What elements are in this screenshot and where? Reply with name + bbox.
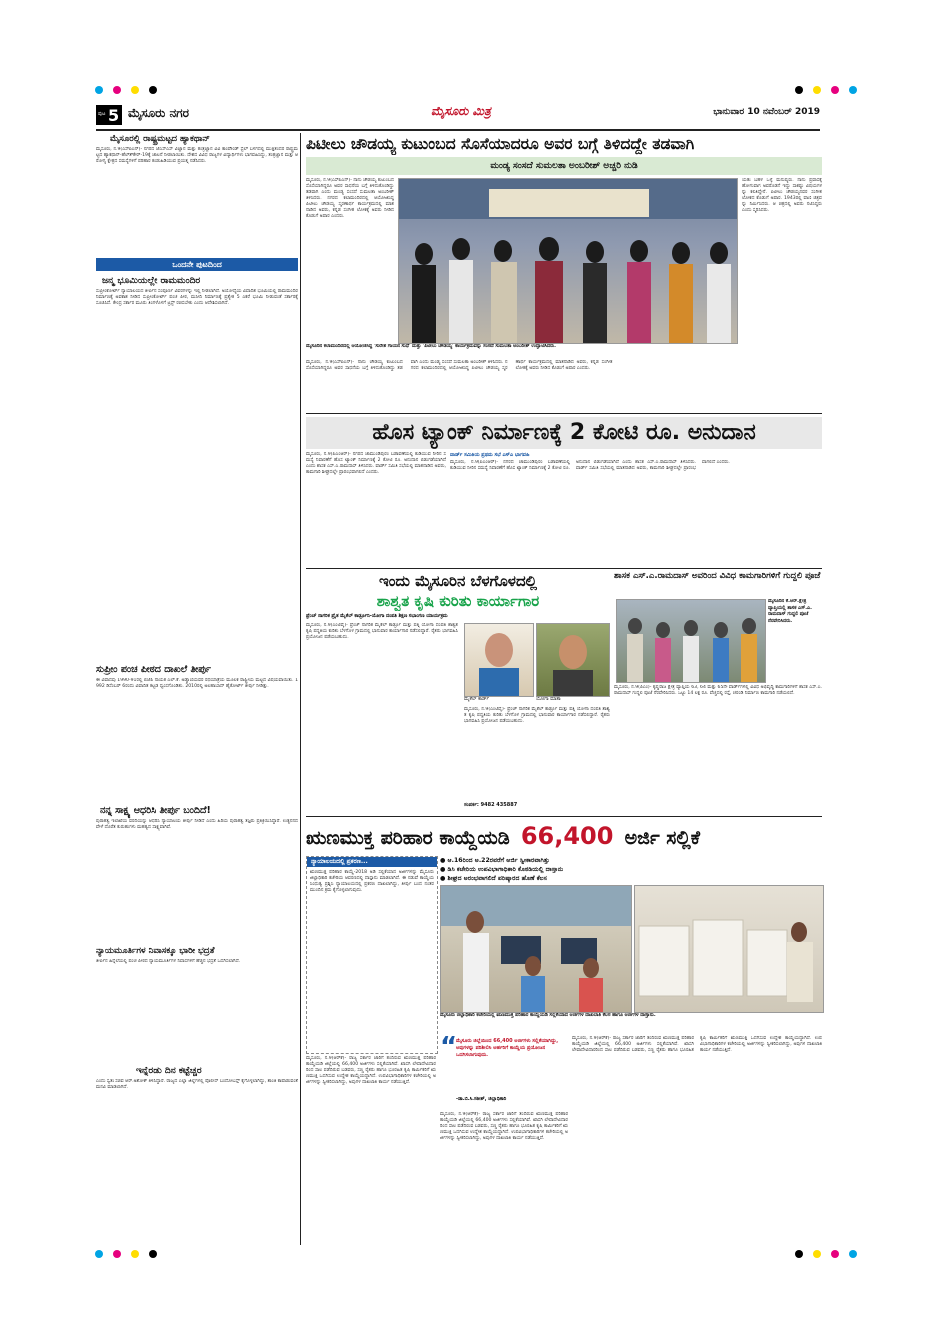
story-body: ತೀರ್ಪಿನ ಹಿನ್ನೆಲೆಯಲ್ಲಿ ಪಂಚ ಪೀಠದ ನ್ಯಾಯಮೂರ್ತಿಗಳ ನಿವಾಸಗಳಿಗೆ ಹೆಚ್ಚಿನ ಭದ್ರತೆ ಒದಗಿಸಲಾಗಿದೆ. [96, 959, 241, 964]
lead-photo-caption: ಮೈಸೂರಿನ ಕಲಾಮಂದಿರದಲ್ಲಿ ಆಯೋಜಿಸಿದ್ದ 'ಸುರೇಶ ಗಾಯನ ಸುಧೆ' ಮತ್ತು 'ಪಿಟೀಲು ಚೌಡಯ್ಯ' ಕಾರ್ಯಕ್ರಮವನ್ನು ಸಂಸದೆ ಸುಮಲತಾ ಅಂಬರೀಶ್ ಉದ್ಘಾಟಿಸಿದರು. [306, 344, 556, 349]
registration-dot-black [149, 1250, 157, 1258]
man-portrait-icon [465, 624, 533, 696]
story-body: ಮೈಸೂರು, ನ.9(ಎಸ್‍ಪಿಎನ್)- ನಗರದ ಜೆಎಸ್‍ಎಸ್ ವಿಜ್ಞಾನ ಮತ್ತು ತಂತ್ರಜ್ಞಾನ ವಿವಿ ಕಾಂಪೌಂಡ್ ಸ್ಟೆಲ್ ಬಳಗದಲ್ಲಿ ಮುಕ್ತಿತಂದರ ರಾಷ್ಟ್ರಮಟ್ಟದ ಹ್ಯಾಕಥಾನ್-ಹೆಲ್ತ್‍ಕೇರ್-19ಕ್ಕೆ ಚಾಲನೆ ನೀಡಲಾಯಿತು. ದೇಶದ ವಿವಿಧ ರಾಜ್ಯಗಳ ವಿದ್ಯಾರ್ಥಿಗಳು ಭಾಗವಹಿಸಿದ್ದು, ತಂತ್ರಜ್ಞಾನ ಮತ್ತು ಆರೋಗ್ಯ ಕ್ಷೇತ್ರದ ಸಮಸ್ಯೆಗಳಿಗೆ ಪರಿಹಾರ ಕಂಡುಹಿಡಿಯುವ ಪ್ರಯತ್ನ ನಡೆಸಿದರು. [96, 147, 298, 164]
office-workers [441, 886, 631, 1012]
tank-body: ಮೈಸೂರು, ನ.9(ಪಿಎಂಆರ್)- ನಗರದ ಚಾಮುಂಡಿಪುರಂ ಬಡಾವಣೆಯಲ್ಲಿ ಕುಡಿಯುವ ನೀರಿನ ಸಮಸ್ಯೆ ನಿವಾರಣೆಗೆ ಹೊಸ ಟ್ಯಾಂಕ್ ನಿರ್ಮಾಣಕ್ಕೆ 2 ಕೋಟಿ ರೂ. ಅನುದಾನ ಬಿಡುಗಡೆಯಾಗಿದೆ ಎಂದು ಶಾಸಕ ಎಸ್.ಎ.ರಾಮದಾಸ್ ತಿಳಿಸಿದರು. ವಾರ್ಡ್ ಸಮಿತಿ ಸಭೆಯಲ್ಲಿ ಮಾತನಾಡಿದ ಅವರು, ಕಾಮಗಾರಿ ಶೀಘ್ರದಲ್ಲೇ ಪ್ರಾರಂಭವಾಗಲಿದೆ ಎಂದರು. [306, 452, 446, 475]
registration-dot-cyan [849, 1250, 857, 1258]
story-title: ನನ್ನ ಸಾಕ್ಷ್ಯ ಆಧರಿಸಿ ತೀರ್ಪು ಬಂದಿದೆ! [100, 805, 211, 816]
masthead-logo: ಮೈಸೂರು ಮಿತ್ರ [431, 104, 491, 118]
column-rule [300, 133, 301, 1245]
lead-headline: ಪಿಟೀಲು ಚೌಡಯ್ಯ ಕುಟುಂಬದ ಸೊಸೆಯಾದರೂ ಅವರ ಬಗ್ಗೆ ತಿಳಿದದ್ದೇ ತಡವಾಗಿ [306, 135, 695, 153]
loan-bullets [440, 856, 822, 883]
story-body: ಈ ವಿವಾದವು 1990-91ರಲ್ಲಿ ಬಿಜೆಪಿ ನಾಯಕ ಎಲ್.ಕೆ. ಅಡ್ವಾಣಿಯವರ ರಥಯಾತ್ರೆಯ ಮೂಲಕ ರಾಷ್ಟ್ರೀಯ ಮಟ್ಟದ ವಿಷಯವಾಯಿತು. 1992 ಡಿಸೆಂಬರ್ 6ರಂದು ವಿವಾದಿತ ಕಟ್ಟಡ ಧ್ವಂಸಗೊಂಡಿತು. 2010ರಲ್ಲಿ ಅಲಹಾಬಾದ್ ಹೈಕೋರ್ಟ್ ತೀರ್ಪು ನೀಡಿತ್ತು. [96, 678, 298, 689]
quote-mark-icon: “ [440, 1032, 458, 1062]
section-banner [96, 258, 298, 271]
registration-dot-magenta [113, 86, 121, 94]
workshop-body: ಮೈಸೂರು, ನ.9(ಎಂಟಿವೈ)- ಫ್ರೆಂಚ್ ನಾಗರಿಕ ಮೈಕೆಲ್ ಕಾರ್ಡ್ರೂ ಮತ್ತು ಪತ್ನಿ ಯೋಗಾ ದಂಪತಿ ಶಾಶ್ವತ ಕೃಷಿ ಪದ್ಧತಿಯ ಕುರಿತು ಬೆಳಗೊಳ ಗ್ರಾಮದಲ್ಲಿ ಭಾನುವಾರ ಕಾರ್ಯಾಗಾರ ನಡೆಸಲಿದ್ದಾರೆ. ರೈತರು ಭಾಗವಹಿಸಿ ಪ್ರಯೋಜನ ಪಡೆಯಬಹುದು. [306, 623, 458, 640]
lead-event-photo [398, 178, 738, 344]
workshop-headline-2: ಶಾಶ್ವತ ಕೃಷಿ ಕುರಿತು ಕಾರ್ಯಾಗಾರ [376, 592, 540, 610]
page-number-box [96, 105, 122, 125]
lead-subhead: ಮಂಡ್ಯ ಸಂಸದೆ ಸುಮಲತಾ ಅಂಬರೀಶ್ ಅಚ್ಚರಿ ನುಡಿ [306, 157, 822, 175]
page-header [96, 102, 820, 128]
registration-dot-cyan [95, 1250, 103, 1258]
lead-photo-people [399, 179, 737, 343]
loan-body-2: ಮೈಸೂರು, ನ.9(ಆರ್‌ಕೆ)- ರಾಜ್ಯ ಸರ್ಕಾರ ಜಾರಿಗೆ ತಂದಿರುವ ಋಣಮುಕ್ತ ಪರಿಹಾರ ಕಾಯ್ದೆಯಡಿ ಜಿಲ್ಲೆಯಲ್ಲಿ 66,400 ಅರ್ಜಿಗಳು ಸಲ್ಲಿಕೆಯಾಗಿವೆ. ಖಾಸಗಿ ಲೇವಾದೇವಿದಾರರಿಂದ ಸಾಲ ಪಡೆದಿರುವ ಬಡವರು, ಸಣ್ಣ ರೈತರು ಹಾಗೂ ಭೂರಹಿತ ಕೃಷಿ ಕಾರ್ಮಿಕರಿಗೆ ಋಣಮುಕ್ತಿ ಒದಗಿಸುವ ಉದ್ದೇಶ ಕಾಯ್ದೆಯದ್ದಾಗಿದೆ. ಉಪವಿಭಾಗಾಧಿಕಾರಿಗಳ ಕಚೇರಿಯಲ್ಲಿ ಅರ್ಜಿಗಳನ್ನು ಸ್ವೀಕರಿಸಲಾಗಿದ್ದು, ಅವುಗಳ ದಾಖಲಾತಿ ಕಾರ್ಯ ನಡೆಯುತ್ತಿದೆ. [440, 1112, 568, 1141]
section-rule [306, 816, 822, 817]
ramdas-photo [616, 599, 766, 683]
workshop-box [306, 571, 610, 813]
ramdas-box [614, 571, 822, 813]
workshop-kicker: ಫ್ರೆಂಚ್‌ ನಾಗರಿಕ ಪ್ರೈತ ಮೈಕೆಲ್ ಕಾರ್ಡ್ರೂನಿ-ಯೋಗಾ ದಂಪತಿ ಶಿಕ್ಷಣ ಸಭಾಂಗಣ ಯಾರ್ಯಕ್ರಮ [306, 614, 448, 619]
woman-photo [536, 623, 610, 697]
ramdas-body: ಮೈಸೂರು, ನ.9(ಪಿಎಂ)- ಕೃಷ್ಣರಾಜ ಕ್ಷೇತ್ರ ವ್ಯಾಪ್ತಿಯ 63, 64 ಮತ್ತು 65ನೇ ವಾರ್ಡ್‌ಗಳಲ್ಲಿ ವಿವಿಧ ಅಭಿವೃದ್ಧಿ ಕಾಮಗಾರಿಗಳಿಗೆ ಶಾಸಕ ಎಸ್.ಎ.ರಾಮದಾಸ್ ಗುದ್ದಲಿ ಪೂಜೆ ನೆರವೇರಿಸಿದರು. ಒಟ್ಟು 14 ಲಕ್ಷ ರೂ. ವೆಚ್ಚದಲ್ಲಿ ರಸ್ತೆ, ಚರಂಡಿ ನಿರ್ಮಾಣ ಕಾಮಗಾರಿ ನಡೆಯಲಿದೆ. [614, 685, 822, 696]
loan-body: ಮೈಸೂರು, ನ.9(ಆರ್‌ಕೆ)- ರಾಜ್ಯ ಸರ್ಕಾರ ಜಾರಿಗೆ ತಂದಿರುವ ಋಣಮುಕ್ತ ಪರಿಹಾರ ಕಾಯ್ದೆಯಡಿ ಜಿಲ್ಲೆಯಲ್ಲಿ 66,400 ಅರ್ಜಿಗಳು ಸಲ್ಲಿಕೆಯಾಗಿವೆ. ಖಾಸಗಿ ಲೇವಾದೇವಿದಾರರಿಂದ ಸಾಲ ಪಡೆದಿರುವ ಬಡವರು, ಸಣ್ಣ ರೈತರು ಹಾಗೂ ಭೂರಹಿತ ಕೃಷಿ ಕಾರ್ಮಿಕರಿಗೆ ಋಣಮುಕ್ತಿ ಒದಗಿಸುವ ಉದ್ದೇಶ ಕಾಯ್ದೆಯದ್ದಾಗಿದೆ. ಉಪವಿಭಾಗಾಧಿಕಾರಿಗಳ ಕಚೇರಿಯಲ್ಲಿ ಅರ್ಜಿಗಳನ್ನು ಸ್ವೀಕರಿಸಲಾಗಿದ್ದು, ಅವುಗಳ ದಾಖಲಾತಿ ಕಾರ್ಯ ನಡೆಯುತ್ತಿದೆ. [306, 1056, 436, 1085]
registration-dot-magenta [831, 1250, 839, 1258]
loan-headline-left: ಋಣಮುಕ್ತ ಪರಿಹಾರ ಕಾಯ್ದೆಯಡಿ [306, 827, 510, 849]
loan-headline-number: 66,400 [520, 822, 614, 850]
story-title: ನ್ಯಾಯಮೂರ್ತಿಗಳ ನಿವಾಸಕ್ಕೂ ಭಾರೀ ಭದ್ರತೆ [96, 946, 215, 956]
story-title: ಇನ್ನೆರಡು ದಿನ ಕಟ್ಟೆಚ್ಚರ [136, 1066, 202, 1076]
registration-dot-black [795, 86, 803, 94]
story-body: ಪುರಾತತ್ವ ಇಲಾಖೆಯ ವರದಿಯನ್ನು ಆಧರಿಸಿ ನ್ಯಾಯಾಲಯ ತೀರ್ಪು ನೀಡಿದೆ ಎಂದು ಹಿರಿಯ ಪುರಾತತ್ವ ತಜ್ಞರು ಪ್ರತಿಕ್ರಿಯಿಸಿದ್ದಾರೆ. ಉತ್ಖನನದ ವೇಳೆ ದೊರೆತ ಕುರುಹುಗಳು ಮಹತ್ವದ ಸಾಕ್ಷ್ಯವಾಗಿವೆ. [96, 819, 298, 830]
story-title: ಮೈಸೂರಲ್ಲಿ ರಾಷ್ಟ್ರಮಟ್ಟದ ಹ್ಯಾಕಥಾನ್ [110, 134, 210, 144]
registration-dot-cyan [849, 86, 857, 94]
page-label: ಪುಟ [98, 111, 106, 117]
court-box-label: ನ್ಯಾಯಾಲಯದಲ್ಲಿ ಪ್ರಕರಣ... [307, 857, 437, 867]
ramdas-caption: ಮೈಸೂರಿನ ಕೆ.ಆರ್.ಕ್ಷೇತ್ರ ವ್ಯಾಪ್ತಿಯಲ್ಲಿ ಶಾಸಕ ಎಸ್.ಎ. ರಾಮದಾಸ್ ಗುದ್ದಲಿ ಪೂಜೆ ನೆರವೇರಿಸಿದರು. [768, 599, 812, 624]
story-title: ಸುಪ್ರೀಂ ಪಂಚ ಪೀಠದ ದಾಖಲೆ ತೀರ್ಪು [96, 664, 211, 675]
banner-label: ಒಂದನೇ ಪುಟದಿಂದ [172, 260, 222, 269]
loan-photo-caption: ಮೈಸೂರು ಜಿಲ್ಲಾಧಿಕಾರಿ ಕಚೇರಿಯಲ್ಲಿ ಋಣಮುಕ್ತ ಪರಿಹಾರ ಕಾಯ್ದೆಯಡಿ ಸಲ್ಲಿಕೆಯಾದ ಅರ್ಜಿಗಳ ದಾಖಲಾತಿ ಕೆಲಸ ಹಾಗೂ ಅರ್ಜಿಗಳ ದಾಸ್ತಾನು. [440, 1013, 656, 1018]
court-box-body: ಋಣಮುಕ್ತ ಪರಿಹಾರ ಕಾಯ್ದೆ-2018 ಅಡಿ ಸಲ್ಲಿಕೆಯಾದ ಅರ್ಜಿಗಳನ್ನು ಮೈಸೂರು ಜಿಲ್ಲಾಧಿಕಾರಿ ಕಚೇರಿಯ ಆವರಣದಲ್ಲಿ ದಾಸ್ತಾನು ಮಾಡಲಾಗಿದೆ. ಈ ನಡುವೆ ಕಾಯ್ದೆಯ ಸಿಂಧುತ್ವ ಪ್ರಶ್ನಿಸಿ ನ್ಯಾಯಾಲಯದಲ್ಲಿ ಪ್ರಕರಣ ದಾಖಲಾಗಿದ್ದು, ತೀರ್ಪು ಬಂದ ನಂತರ ಮುಂದಿನ ಕ್ರಮ ಕೈಗೊಳ್ಳಲಾಗುವುದು. [310, 870, 434, 893]
photo-caption: ಯೋಗಾ ಮಾತಾ [536, 697, 561, 702]
bullet-item: ● ಶೀಘ್ರದ ಅರಂಭವಾಗಲಿದೆ ಪರಿಷ್ಕಾರದ ಹೊಣೆ ಕೆಲಸ [440, 875, 547, 882]
workshop-body-2: ಮೈಸೂರು, ನ.9(ಎಂಟಿವೈ)- ಫ್ರೆಂಚ್ ನಾಗರಿಕ ಮೈಕೆಲ್ ಕಾರ್ಡ್ರೂ ಮತ್ತು ಪತ್ನಿ ಯೋಗಾ ದಂಪತಿ ಶಾಶ್ವತ ಕೃಷಿ ಪದ್ಧತಿಯ ಕುರಿತು ಬೆಳಗೊಳ ಗ್ರಾಮದಲ್ಲಿ ಭಾನುವಾರ ಕಾರ್ಯಾಗಾರ ನಡೆಸಲಿದ್ದಾರೆ. ರೈತರು ಭಾಗವಹಿಸಿ ಪ್ರಯೋಜನ ಪಡೆಯಬಹುದು. [464, 707, 610, 724]
tank-subhead: ವಾರ್ಡ್ ಸಮಿತಿಯ ಪ್ರಥಮ ಸಭೆ ಎಸ್‍ಎ ಭಾಗವಹಿ [450, 452, 530, 458]
photo-caption: ಮೈಕೆಲ್ ಕಾರ್ಡ್ [464, 697, 490, 702]
storage-photo [634, 885, 824, 1013]
quote-attribution: -ಡಾ.ಬಿ.ಸಿ.ಸತೀಶ್, ಜಿಲ್ಲಾಧಿಕಾರಿ [456, 1097, 507, 1102]
story-title: ಜನ್ಮ ಭೂಮಿಯಲ್ಲೇ ರಾಮಮಂದಿರ [102, 276, 201, 286]
stacked-applications [635, 886, 823, 1012]
ramdas-headline: ಶಾಸಕ ಎಸ್.ಎ.ರಾಮದಾಸ್ ಅವರಿಂದ ವಿವಿಧ ಕಾಮಗಾರಿಗಳಿಗೆ ಗುದ್ದಲಿ ಪೂಜೆ [614, 571, 821, 581]
page-number: 5 [108, 106, 120, 125]
lead-body-right: ಯತಃ ಬಹಳ ಒಳ್ಳೆ ಮನುಷ್ಯರು. ನಾನು ಪ್ರವಾಸಕ್ಕೆ ಹೋಗುವಾಗ ಅವರೊಡನೆ ಇದ್ದು ಸಾಕಷ್ಟು ವಿಷಯಗಳನ್ನು ಕಲಿತಿದ್ದೇನೆ. ಪಿಟೀಲು ಚೌಡಯ್ಯನವರ ಸಂಗೀತ ಲೋಕದ ಕೊಡುಗೆ ಅಪಾರ. 1943ರಲ್ಲಿ ವಾಣಿ ಚಿತ್ರವನ್ನು ನಿರ್ಮಿಸಿದರು. ಆ ಚಿತ್ರದಲ್ಲಿ ಅವರು ನಟಿಸಿದ್ದರು ಎಂದು ಸ್ಮರಿಸಿದರು. [742, 178, 822, 213]
workshop-headline-1: ಇಂದು ಮೈಸೂರಿನ ಬೆಳಗೊಳದಲ್ಲಿ [379, 572, 537, 590]
section-name: ಮೈಸೂರು ನಗರ [128, 106, 190, 120]
loan-body-3: ಮೈಸೂರು, ನ.9(ಆರ್‌ಕೆ)- ರಾಜ್ಯ ಸರ್ಕಾರ ಜಾರಿಗೆ ತಂದಿರುವ ಋಣಮುಕ್ತ ಪರಿಹಾರ ಕಾಯ್ದೆಯಡಿ ಜಿಲ್ಲೆಯಲ್ಲಿ 66,400 ಅರ್ಜಿಗಳು ಸಲ್ಲಿಕೆಯಾಗಿವೆ. ಖಾಸಗಿ ಲೇವಾದೇವಿದಾರರಿಂದ ಸಾಲ ಪಡೆದಿರುವ ಬಡವರು, ಸಣ್ಣ ರೈತರು ಹಾಗೂ ಭೂರಹಿತ ಕೃಷಿ ಕಾರ್ಮಿಕರಿಗೆ ಋಣಮುಕ್ತಿ ಒದಗಿಸುವ ಉದ್ದೇಶ ಕಾಯ್ದೆಯದ್ದಾಗಿದೆ. ಉಪವಿಭಾಗಾಧಿಕಾರಿಗಳ ಕಚೇರಿಯಲ್ಲಿ ಅರ್ಜಿಗಳನ್ನು ಸ್ವೀಕರಿಸಲಾಗಿದ್ದು, ಅವುಗಳ ದಾಖಲಾತಿ ಕಾರ್ಯ ನಡೆಯುತ್ತಿದೆ. [572, 1036, 822, 1053]
tank-headline: ಹೊಸ ಟ್ಯಾಂಕ್ ನಿರ್ಮಾಣಕ್ಕೆ 2 ಕೋಟಿ ರೂ. ಅನುದಾನ [306, 417, 822, 449]
bullet-item: ● ಆ.16ರಿಂದ ಅ.22ರವರೆಗೆ ಅರ್ಜಿ ಸ್ವೀಕಾರವಾಗಿತ್ತು [440, 857, 550, 864]
lead-body-left: ಮೈಸೂರು, ನ.9(ಎಸ್‍ಪಿಎನ್)- ನಾನು ಚೌಡಯ್ಯ ಕುಟುಂಬದ ಸೊಸೆಯಾಗಿದ್ದರೂ ಅವರ ಸಾಧನೆಯ ಬಗ್ಗೆ ತಿಳಿದುಕೊಂಡಿದ್ದು ತಡವಾಗಿ ಎಂದು ಮಂಡ್ಯ ಸಂಸದೆ ಸುಮಲತಾ ಅಂಬರೀಶ್ ತಿಳಿಸಿದರು. ನಗರದ ಕಲಾಮಂದಿರದಲ್ಲಿ ಆಯೋಜಿಸಿದ್ದ ಪಿಟೀಲು ಚೌಡಯ್ಯ ಸ್ಮರಣಾರ್ಥ ಕಾರ್ಯಕ್ರಮದಲ್ಲಿ ಮಾತನಾಡಿದ ಅವರು, ಕನ್ನಡ ಸಂಗೀತ ಲೋಕಕ್ಕೆ ಅವರು ನೀಡಿದ ಕೊಡುಗೆ ಅಪಾರ ಎಂದರು. [306, 178, 394, 219]
ceremony-crowd [617, 600, 765, 682]
court-box [306, 856, 438, 1054]
registration-dot-yellow [813, 1250, 821, 1258]
story-body: ಎಂದು ಸ್ವತಃ ಸಚಿವ ಆರ್.ಅಶೋಕ್ ತಿಳಿಸಿದ್ದಾರೆ. ರಾಜ್ಯದ ಎಲ್ಲಾ ಜಿಲ್ಲೆಗಳಲ್ಲಿ ಪೊಲೀಸ್ ಬಂದೋಬಸ್ತ್ ಕೈಗೊಳ್ಳಲಾಗಿದ್ದು, ಶಾಂತಿ ಕಾಪಾಡುವಂತೆ ಮನವಿ ಮಾಡಲಾಗಿದೆ. [96, 1079, 298, 1090]
bullet-item: ● ಡಿಸಿ ಕಚೇರಿಯ ಉಪವಿಭಾಗಾಧಿಕಾರಿ ಕೊಠಡಿಯಲ್ಲಿ ದಾಸ್ತಾನು [440, 866, 564, 873]
registration-dot-magenta [113, 1250, 121, 1258]
quote-text: ಮೈಸೂರು ಜಿಲ್ಲೆಯಿಂದ 66,400 ಅರ್ಜಿಗಳು ಸಲ್ಲಿಕೆಯಾಗಿದ್ದು, ಅವುಗಳನ್ನು ಪರಿಶೀಲಿಸಿ ಅರ್ಹರಿಗೆ ಕಾಯ್ದೆಯ ಪ್ರಯೋಜನ ಒದಗಿಸಲಾಗುವುದು. [456, 1038, 559, 1058]
header-rule [96, 129, 820, 131]
registration-dot-magenta [831, 86, 839, 94]
section-rule [306, 413, 822, 414]
loan-headline-right: ಅರ್ಜಿ ಸಲ್ಲಿಕೆ [624, 827, 701, 849]
issue-date: ಭಾನುವಾರ 10 ನವೆಂಬರ್ 2019 [713, 107, 820, 117]
lead-body-bottom: ಮೈಸೂರು, ನ.9(ಎಸ್‍ಪಿಎನ್)- ನಾನು ಚೌಡಯ್ಯ ಕುಟುಂಬದ ಸೊಸೆಯಾಗಿದ್ದರೂ ಅವರ ಸಾಧನೆಯ ಬಗ್ಗೆ ತಿಳಿದುಕೊಂಡಿದ್ದು ತಡವಾಗಿ ಎಂದು ಮಂಡ್ಯ ಸಂಸದೆ ಸುಮಲತಾ ಅಂಬರೀಶ್ ತಿಳಿಸಿದರು. ನಗರದ ಕಲಾಮಂದಿರದಲ್ಲಿ ಆಯೋಜಿಸಿದ್ದ ಪಿಟೀಲು ಚೌಡಯ್ಯ ಸ್ಮರಣಾರ್ಥ ಕಾರ್ಯಕ್ರಮದಲ್ಲಿ ಮಾತನಾಡಿದ ಅವರು, ಕನ್ನಡ ಸಂಗೀತ ಲೋಕಕ್ಕೆ ಅವರು ನೀಡಿದ ಕೊಡುಗೆ ಅಪಾರ ಎಂದರು. [306, 360, 613, 371]
registration-dot-cyan [95, 86, 103, 94]
story-body: ಸುಪ್ರೀಂಕೋರ್ಟ್ ನ್ಯಾಯಾಲಯದ ತೀರ್ಪಿನ ಸಂಪೂರ್ಣ ವಿವರಗಳನ್ನು ಇಲ್ಲಿ ನೀಡಲಾಗಿದೆ. ಅಯೋಧ್ಯೆಯ ವಿವಾದಿತ ಭೂಮಿಯಲ್ಲಿ ರಾಮಮಂದಿರ ನಿರ್ಮಾಣಕ್ಕೆ ಅವಕಾಶ ನೀಡಿದ ಸುಪ್ರೀಂಕೋರ್ಟ್ ಪಂಚ ಪೀಠ, ಮಸೀದಿ ನಿರ್ಮಾಣಕ್ಕೆ ಪ್ರತ್ಯೇಕ 5 ಎಕರೆ ಭೂಮಿ ನೀಡುವಂತೆ ಸರ್ಕಾರಕ್ಕೆ ಸೂಚಿಸಿದೆ. ಕೇಂದ್ರ ಸರ್ಕಾರ ಮೂರು ತಿಂಗಳೊಳಗೆ ಟ್ರಸ್ಟ್ ರಚಿಸಬೇಕು ಎಂದು ಆದೇಶಿಸಲಾಗಿದೆ. [96, 289, 298, 306]
farmer-photo [464, 623, 534, 697]
registration-dot-yellow [131, 86, 139, 94]
office-photo [440, 885, 632, 1013]
quote-box [440, 1032, 568, 1110]
tank-body-2: ಮೈಸೂರು, ನ.9(ಪಿಎಂಆರ್)- ನಗರದ ಚಾಮುಂಡಿಪುರಂ ಬಡಾವಣೆಯಲ್ಲಿ ಕುಡಿಯುವ ನೀರಿನ ಸಮಸ್ಯೆ ನಿವಾರಣೆಗೆ ಹೊಸ ಟ್ಯಾಂಕ್ ನಿರ್ಮಾಣಕ್ಕೆ 2 ಕೋಟಿ ರೂ. ಅನುದಾನ ಬಿಡುಗಡೆಯಾಗಿದೆ ಎಂದು ಶಾಸಕ ಎಸ್.ಎ.ರಾಮದಾಸ್ ತಿಳಿಸಿದರು. ವಾರ್ಡ್ ಸಮಿತಿ ಸಭೆಯಲ್ಲಿ ಮಾತನಾಡಿದ ಅವರು, ಕಾಮಗಾರಿ ಶೀಘ್ರದಲ್ಲೇ ಪ್ರಾರಂಭವಾಗಲಿದೆ ಎಂದರು. [450, 460, 730, 471]
registration-dot-black [795, 1250, 803, 1258]
loan-headline [306, 819, 822, 853]
registration-dot-black [149, 86, 157, 94]
workshop-contact: ಸಂಪರ್ಕ: 9482 435887 [464, 802, 518, 808]
registration-dot-yellow [813, 86, 821, 94]
left-column [96, 133, 298, 1245]
registration-dot-yellow [131, 1250, 139, 1258]
section-rule [306, 568, 822, 569]
woman-portrait-icon [537, 624, 609, 696]
